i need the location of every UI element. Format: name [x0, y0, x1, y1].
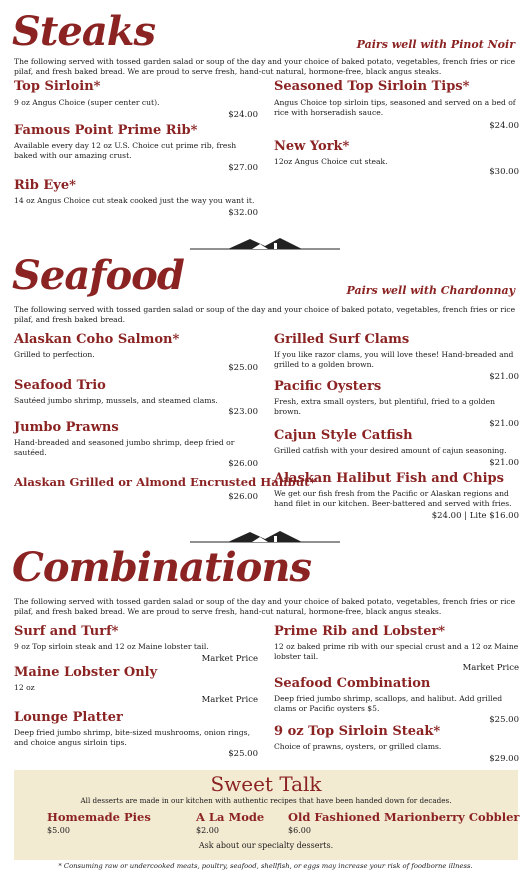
menu-item-name: Cajun Style Catfish: [274, 428, 413, 443]
steaks-pairing: Pairs well with Pinot Noir: [356, 38, 515, 51]
menu-item-desc: Available every day 12 oz U.S. Choice cut prime rib, fresh baked with our amazing crust.: [14, 141, 237, 160]
dessert-price: $6.00: [288, 826, 311, 835]
menu-item-desc: Choice of prawns, oysters, or grilled clams.: [274, 742, 442, 751]
menu-item-name: Alaskan Coho Salmon*: [14, 332, 180, 347]
dessert-note: Ask about our specialty desserts.: [198, 841, 334, 850]
menu-item-price: $21.00: [489, 372, 519, 382]
menu-item-name: Seafood Combination: [274, 676, 431, 691]
seafood-title: Seafood: [12, 252, 184, 299]
menu-item-desc: Angus Choice top sirloin tips, seasoned and served on a bed of rice with horseradish sauce.: [274, 98, 516, 117]
combinations-intro: The following served with tossed garden salad or soup of the day and your choice of baked potato, vegetables, french fries or rice pilaf, and fresh baked bread. We are proud to serve fresh, hand-cut natural, hormone-free, black angus steaks.: [14, 597, 516, 616]
dessert-name: Homemade Pies: [47, 810, 151, 824]
menu-item-price: Market Price: [201, 654, 258, 664]
dessert-name: A La Mode: [196, 810, 265, 824]
menu-item-name: Seasoned Top Sirloin Tips*: [274, 79, 470, 94]
menu-item-price: $24.00: [489, 121, 519, 131]
menu-item-price: $29.00: [489, 754, 519, 764]
menu-item-desc: 9 oz Top sirloin steak and 12 oz Maine lobster tail.: [14, 642, 209, 651]
menu-item-name: Alaskan Halibut Fish and Chips: [274, 471, 504, 486]
steaks-title: Steaks: [12, 8, 155, 55]
menu-item-name: Famous Point Prime Rib*: [14, 123, 198, 138]
dessert-price: $2.00: [196, 826, 219, 835]
menu-item-name: Top Sirloin*: [14, 79, 101, 94]
dessert-price: $5.00: [47, 826, 70, 835]
menu-item-desc: 12oz Angus Choice cut steak.: [274, 157, 388, 166]
menu-item-name: Seafood Trio: [14, 378, 106, 393]
menu-item-price: $26.00: [228, 459, 258, 469]
menu-item-price: $30.00: [489, 167, 519, 177]
food-safety-footnote: * Consuming raw or undercooked meats, poultry, seafood, shellfish, or eggs may increase your risk of foodborne illness.: [58, 862, 473, 870]
menu-item-price: $21.00: [489, 458, 519, 468]
menu-item-price: $23.00: [228, 407, 258, 417]
combinations-title: Combinations: [12, 544, 311, 591]
dessert-name: Old Fashioned Marionberry Cobbler: [288, 810, 520, 824]
menu-item-desc: 12 oz: [14, 683, 35, 692]
menu-item-desc: We get our fish fresh from the Pacific or Alaskan regions and hand filet in our kitchen. Beer-battered and served with fries.: [274, 489, 512, 508]
menu-item-price: $24.00: [228, 110, 258, 120]
menu-item-name: New York*: [274, 139, 350, 154]
menu-item-desc: Grilled catfish with your desired amount of cajun seasoning.: [274, 446, 507, 455]
menu-item-price: $32.00: [228, 208, 258, 218]
menu-item-price: $24.00 | Lite $16.00: [431, 511, 519, 521]
menu-item-desc: Sautéed jumbo shrimp, mussels, and steamed clams.: [14, 396, 218, 405]
menu-item-desc: Hand-breaded and seasoned jumbo shrimp, deep fried or sautéed.: [14, 438, 235, 457]
menu-item-price: Market Price: [462, 663, 519, 673]
menu-item-price: Market Price: [201, 695, 258, 705]
menu-item-price: $25.00: [228, 363, 258, 373]
seafood-intro: The following served with tossed garden salad or soup of the day and your choice of baked potato, vegetables, french fries or rice pilaf, and fresh baked bread.: [14, 305, 516, 324]
menu-item-desc: If you like razor clams, you will love these! Hand-breaded and grilled to a golden brown.: [274, 350, 514, 369]
steaks-intro: The following served with tossed garden salad or soup of the day and your choice of baked potato, vegetables, french fries or rice pilaf, and fresh baked bread. We are proud to serve fresh, hand-cut natural, hormone-free, black angus steaks.: [14, 57, 516, 76]
menu-item-name: Grilled Surf Clams: [274, 332, 410, 347]
sweet-talk-intro: All desserts are made in our kitchen with authentic recipes that have been handed down for decades.: [80, 796, 452, 805]
menu-item-desc: 14 oz Angus Choice cut steak cooked just the way you want it.: [14, 196, 255, 205]
menu-item-price: $25.00: [228, 749, 258, 759]
menu-item-desc: Deep fried jumbo shrimp, bite-sized mushrooms, onion rings, and choice angus sirloin tips.: [14, 728, 250, 747]
mountain-divider-icon: [190, 236, 340, 254]
menu-item-price: $26.00: [228, 492, 258, 502]
menu-item-name: 9 oz Top Sirloin Steak*: [274, 724, 441, 739]
menu-item-name: Prime Rib and Lobster*: [274, 624, 446, 639]
menu-item-price: $27.00: [228, 163, 258, 173]
menu-item-name: Alaskan Grilled or Almond Encrusted Halibut*: [14, 475, 316, 489]
menu-item-name: Lounge Platter: [14, 710, 123, 725]
menu-item-desc: Fresh, extra small oysters, but plentiful, fried to a golden brown.: [274, 397, 496, 416]
menu-item-price: $25.00: [489, 715, 519, 725]
menu-item-name: Pacific Oysters: [274, 379, 382, 394]
sweet-talk-title: Sweet Talk: [210, 772, 322, 796]
menu-item-name: Jumbo Prawns: [14, 420, 119, 435]
menu-item-name: Maine Lobster Only: [14, 665, 158, 680]
menu-item-price: $21.00: [489, 419, 519, 429]
menu-item-desc: 9 oz Angus Choice (super center cut).: [14, 98, 160, 107]
seafood-pairing: Pairs well with Chardonnay: [346, 284, 515, 297]
menu-item-desc: 12 oz baked prime rib with our special crust and a 12 oz Maine lobster tail.: [274, 642, 519, 661]
dessert-panel: [14, 770, 518, 860]
menu-item-name: Surf and Turf*: [14, 624, 119, 639]
menu-item-desc: Grilled to perfection.: [14, 350, 95, 359]
menu-item-name: Rib Eye*: [14, 178, 76, 193]
menu-item-desc: Deep fried jumbo shrimp, scallops, and halibut. Add grilled clams or Pacific oysters $5.: [274, 694, 503, 713]
